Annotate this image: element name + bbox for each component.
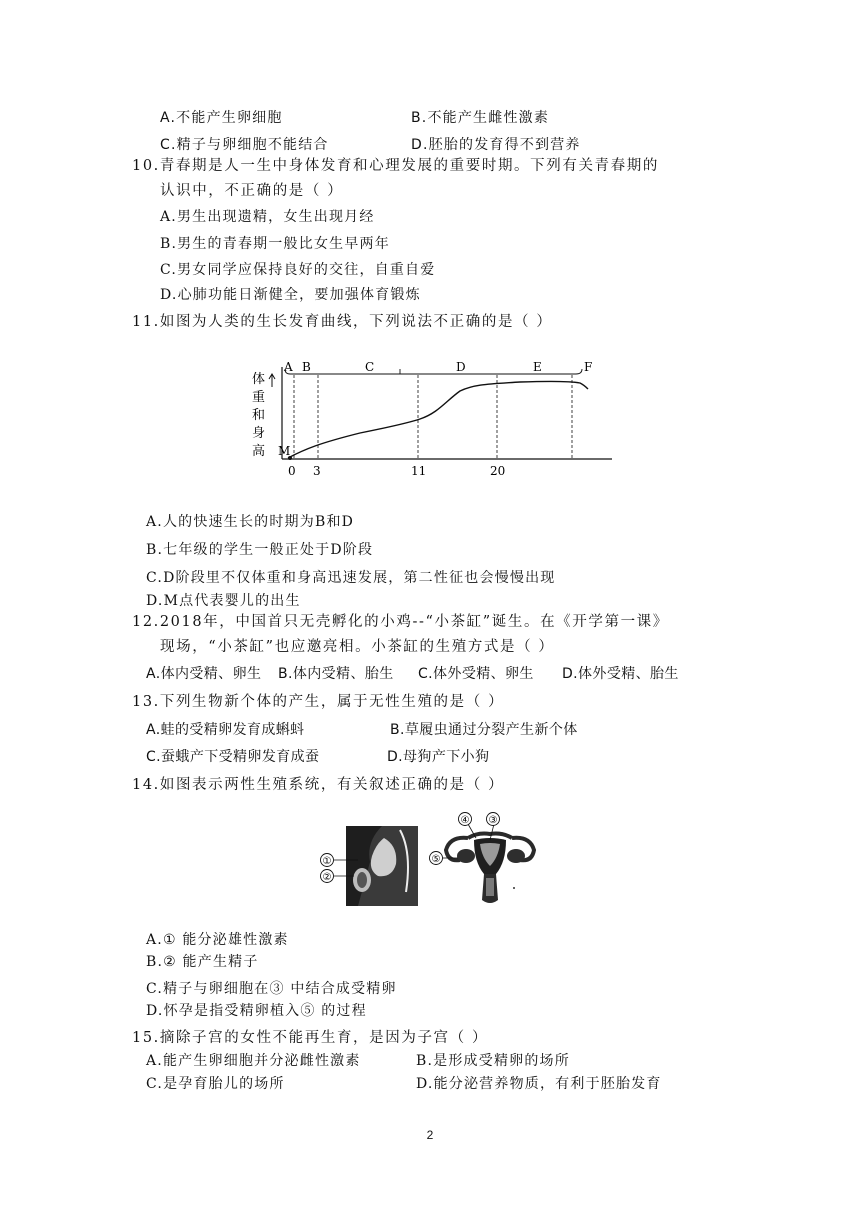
q15-stem: 15.摘除子宫的女性不能再生育，是因为子宫（ ） (132, 1030, 489, 1046)
growth-curve-figure (250, 357, 620, 483)
stage-label: F (584, 360, 593, 374)
x-tick-label: 3 (313, 464, 321, 478)
q15-option-b: B.是形成受精卵的场所 (416, 1053, 570, 1069)
q9-option-b: B.不能产生雌性激素 (411, 110, 550, 126)
q12-option-c: C.体外受精、卵生 (418, 666, 534, 682)
stage-label: E (533, 360, 542, 374)
q9-option-d: D.胚胎的发育得不到营养 (411, 137, 581, 153)
marker-2: ② (322, 872, 332, 883)
q13-option-c: C.蚕蛾产下受精卵发育成蚕 (146, 749, 320, 765)
q10-stem-line2: 认识中，不正确的是（ ） (160, 183, 344, 199)
q12-stem-line1: 12.2018年，中国首只无壳孵化的小鸡--“小茶缸”诞生。在《开学第一课》 (132, 614, 669, 630)
q14-stem: 14.如图表示两性生殖系统，有关叙述正确的是（ ） (132, 777, 505, 793)
marker-3: ③ (488, 815, 498, 826)
q13-stem: 13.下列生物新个体的产生，属于无性生殖的是（ ） (132, 694, 505, 710)
q12-stem-line2: 现场，“小茶缸”也应邀亮相。小茶缸的生殖方式是（ ） (160, 639, 555, 655)
marker-4: ④ (460, 815, 470, 826)
q10-stem-line1: 10.青春期是人一生中身体发育和心理发展的重要时期。下列有关青春期的 (132, 158, 659, 174)
q12-option-a: A.体内受精、卵生 (146, 666, 262, 682)
stage-label: D (456, 360, 466, 374)
origin-label: M (278, 444, 291, 458)
y-axis-label-char: 体 (252, 372, 266, 387)
stage-label: A (284, 360, 293, 374)
y-axis-label-char: 和 (252, 408, 266, 423)
x-tick-label: 20 (490, 464, 506, 478)
y-axis-label-char: 身 (252, 426, 266, 441)
y-axis-label-char: 重 (252, 390, 266, 405)
q11-stem: 11.如图为人类的生长发育曲线，下列说法不正确的是（ ） (132, 314, 553, 330)
q15-option-d: D.能分泌营养物质，有利于胚胎发育 (416, 1076, 662, 1092)
q15-option-a: A.能产生卵细胞并分泌雌性激素 (146, 1053, 361, 1069)
q14-option-d: D.怀孕是指受精卵植入⑤ 的过程 (146, 1003, 367, 1019)
q10-option-d: D.心肺功能日渐健全，要加强体育锻炼 (160, 287, 421, 303)
q12-option-d: D.体外受精、胎生 (562, 666, 679, 682)
q13-option-b: B.草履虫通过分裂产生新个体 (390, 722, 578, 738)
q14-option-b: B.② 能产生精子 (146, 954, 259, 970)
q11-option-c: C.D阶段里不仅体重和身高迅速发展，第二性征也会慢慢出现 (146, 570, 556, 586)
q15-option-c: C.是孕育胎儿的场所 (146, 1076, 285, 1092)
q10-option-c: C.男女同学应保持良好的交往，自重自爱 (160, 262, 436, 278)
page-number: 2 (426, 1128, 434, 1142)
y-axis-label-char: 高 (252, 444, 266, 459)
q10-option-b: B.男生的青春期一般比女生早两年 (160, 236, 390, 252)
q10-option-a: A.男生出现遗精，女生出现月经 (160, 209, 375, 225)
q13-option-d: D.母狗产下小狗 (387, 749, 490, 765)
q9-option-a: A.不能产生卵细胞 (160, 110, 283, 126)
marker-5: ⑤ (431, 854, 441, 865)
stage-label: C (365, 360, 375, 374)
q11-option-b: B.七年级的学生一般正处于D阶段 (146, 542, 374, 558)
marker-1: ① (322, 856, 332, 867)
growth-curve-line (288, 381, 588, 458)
reproductive-system-figure (318, 812, 548, 908)
q12-option-b: B.体内受精、胎生 (278, 666, 394, 682)
q11-option-d: D.M点代表婴儿的出生 (146, 593, 301, 609)
q13-option-a: A.蛙的受精卵发育成蝌蚪 (146, 722, 305, 738)
x-tick-label: 0 (288, 464, 296, 478)
q14-option-a: A.① 能分泌雄性激素 (146, 932, 289, 948)
q11-option-a: A.人的快速生长的时期为B和D (146, 514, 355, 530)
x-tick-label: 11 (411, 464, 427, 478)
stage-label: B (302, 360, 311, 374)
q14-option-c: C.精子与卵细胞在③ 中结合成受精卵 (146, 981, 397, 997)
q9-option-c: C.精子与卵细胞不能结合 (160, 137, 329, 153)
